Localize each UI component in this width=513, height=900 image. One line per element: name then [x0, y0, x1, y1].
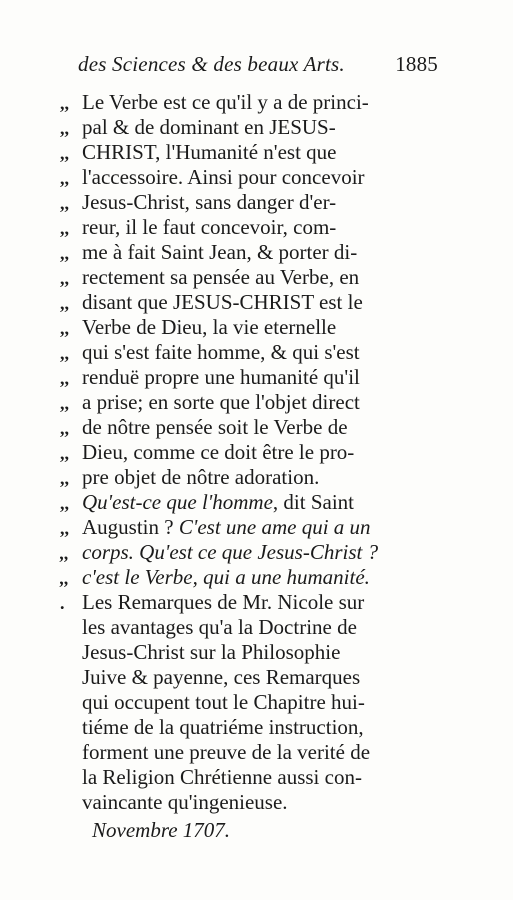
quote-mark: ,, — [60, 493, 69, 513]
text-line: Juive & payenne, ces Remarques — [82, 665, 361, 689]
text-line: ,, me à fait Saint Jean, & porter di- — [60, 240, 358, 264]
paragraph-mark: . — [60, 593, 65, 613]
quote-mark: ,, — [60, 343, 69, 363]
quote-mark: ,, — [60, 268, 69, 288]
quote-mark: ,, — [60, 443, 69, 463]
text-line: tiéme de la quatriéme instruction, — [82, 715, 364, 739]
text-line: ,, reur, il le faut concevoir, com- — [60, 215, 337, 239]
running-header — [78, 52, 438, 82]
quote-mark: ,, — [60, 118, 69, 138]
quote-mark: ,, — [60, 218, 69, 238]
quote-mark: ,, — [60, 143, 69, 163]
page-number: 1885 — [395, 52, 438, 76]
signature-date: Novembre 1707. — [92, 818, 231, 842]
text-line: ,, Verbe de Dieu, la vie eternelle — [60, 315, 337, 339]
quote-mark: ,, — [60, 393, 69, 413]
running-title: des Sciences & des beaux Arts. — [78, 52, 345, 76]
quote-mark: ,, — [60, 368, 69, 388]
quote-mark: ,, — [60, 93, 69, 113]
text-line: ,, c'est le Verbe, qui a une humanité. — [60, 565, 370, 589]
text-line: Jesus-Christ sur la Philosophie — [82, 640, 341, 664]
text-line: ,, CHRIST, l'Humanité n'est que — [60, 140, 337, 164]
quote-mark: ,, — [60, 543, 69, 563]
text-line: ,, rectement sa pensée au Verbe, en — [60, 265, 360, 289]
text-line: ,, qui s'est faite homme, & qui s'est — [60, 340, 360, 364]
text-line: ,, corps. Qu'est ce que Jesus-Christ ? — [60, 540, 379, 564]
quote-mark: ,, — [60, 293, 69, 313]
text-line: ,, a prise; en sorte que l'objet direct — [60, 390, 360, 414]
quote-mark: ,, — [60, 193, 69, 213]
text-line: ,, renduë propre une humanité qu'il — [60, 365, 360, 389]
text-line: ,, l'accessoire. Ainsi pour concevoir — [60, 165, 365, 189]
quote-mark: ,, — [60, 568, 69, 588]
text-line: vaincante qu'ingenieuse. — [82, 790, 288, 814]
text-line: ,, pre objet de nôtre adoration. — [60, 465, 320, 489]
text-line: ,, disant que JESUS-CHRIST est le — [60, 290, 363, 314]
text-line: la Religion Chrétienne aussi con- — [82, 765, 362, 789]
text-line: ,, pal & de dominant en JESUS- — [60, 115, 336, 139]
text-line: qui occupent tout le Chapitre hui- — [82, 690, 365, 714]
quote-mark: ,, — [60, 168, 69, 188]
text-line: forment une preuve de la verité de — [82, 740, 371, 764]
quote-mark: ,, — [60, 518, 69, 538]
quote-mark: ,, — [60, 468, 69, 488]
text-line: ,, Le Verbe est ce qu'il y a de princi- — [60, 90, 369, 114]
text-line: . Les Remarques de Mr. Nicole sur — [60, 590, 365, 614]
text-line: ,, Augustin ? C'est une ame qui a un — [60, 515, 371, 539]
text-line: ,, Jesus-Christ, sans danger d'er- — [60, 190, 337, 214]
text-line: ,, de nôtre pensée soit le Verbe de — [60, 415, 348, 439]
quote-mark: ,, — [60, 318, 69, 338]
text-line: ,, Dieu, comme ce doit être le pro- — [60, 440, 355, 464]
quote-mark: ,, — [60, 243, 69, 263]
quote-mark: ,, — [60, 418, 69, 438]
text-line: les avantages qu'a la Doctrine de — [82, 615, 357, 639]
text-line: ,, Qu'est-ce que l'homme, dit Saint — [60, 490, 355, 514]
